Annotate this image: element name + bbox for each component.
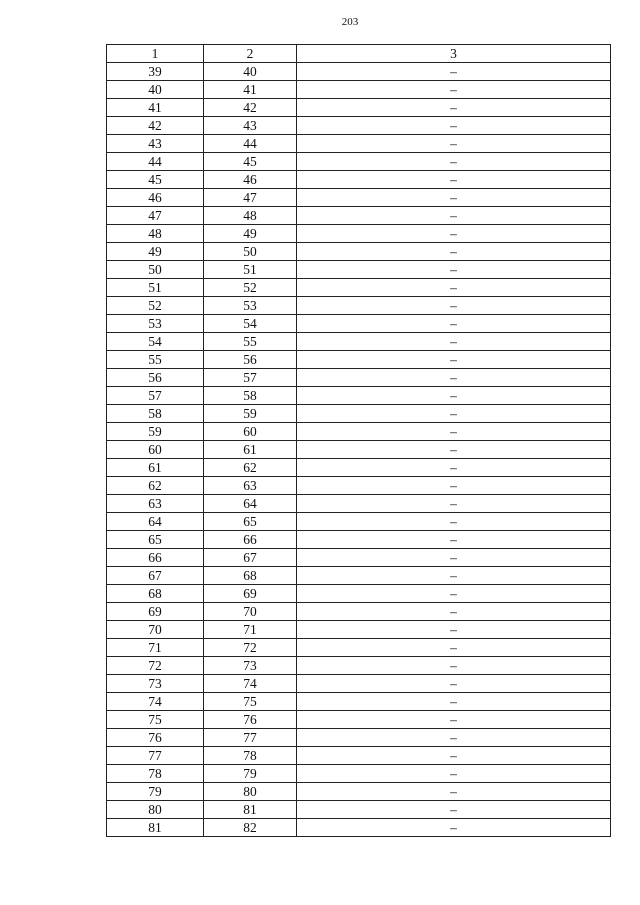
- table-cell-col-2: 40: [204, 63, 297, 81]
- table-row: [107, 639, 611, 657]
- table-cell-col-1: 73: [107, 675, 204, 693]
- table-body: [107, 63, 611, 837]
- table-row: [107, 279, 611, 297]
- table-row: [107, 297, 611, 315]
- table-cell-col-1: 68: [107, 585, 204, 603]
- table-row: [107, 495, 611, 513]
- table-cell-col-1: 51: [107, 279, 204, 297]
- table-cell-col-1: 57: [107, 387, 204, 405]
- table-cell-col-2: 59: [204, 405, 297, 423]
- table-row: [107, 765, 611, 783]
- table-cell-col-1: 74: [107, 693, 204, 711]
- table-cell-col-1: 81: [107, 819, 204, 837]
- table-cell-col-3: –: [297, 81, 611, 99]
- table-cell-col-2: 43: [204, 117, 297, 135]
- table-cell-col-2: 71: [204, 621, 297, 639]
- table-cell-col-2: 74: [204, 675, 297, 693]
- table-cell-col-1: 55: [107, 351, 204, 369]
- table-cell-col-1: 71: [107, 639, 204, 657]
- table-row: [107, 243, 611, 261]
- table-cell-col-2: 53: [204, 297, 297, 315]
- table-row: [107, 603, 611, 621]
- table-cell-col-2: 56: [204, 351, 297, 369]
- table-cell-col-3: –: [297, 387, 611, 405]
- table-cell-col-3: –: [297, 369, 611, 387]
- table-row: [107, 315, 611, 333]
- table-cell-col-3: –: [297, 207, 611, 225]
- table-cell-col-1: 63: [107, 495, 204, 513]
- table-row: [107, 351, 611, 369]
- table-cell-col-2: 69: [204, 585, 297, 603]
- table-cell-col-3: –: [297, 495, 611, 513]
- table-cell-col-3: –: [297, 549, 611, 567]
- table-cell-col-1: 39: [107, 63, 204, 81]
- table-row: [107, 225, 611, 243]
- table-row: [107, 207, 611, 225]
- table-cell-col-3: –: [297, 117, 611, 135]
- table-cell-col-3: –: [297, 657, 611, 675]
- table-cell-col-1: 72: [107, 657, 204, 675]
- table-cell-col-3: –: [297, 585, 611, 603]
- table-cell-col-3: –: [297, 747, 611, 765]
- table-row: [107, 423, 611, 441]
- table-row: [107, 171, 611, 189]
- table-row: [107, 657, 611, 675]
- column-header-3: 3: [297, 45, 611, 63]
- table-row: [107, 675, 611, 693]
- table-row: [107, 711, 611, 729]
- table-row: [107, 369, 611, 387]
- table-row: [107, 459, 611, 477]
- table-row: [107, 441, 611, 459]
- table-cell-col-2: 72: [204, 639, 297, 657]
- table-cell-col-2: 81: [204, 801, 297, 819]
- table-row: [107, 531, 611, 549]
- table-cell-col-2: 49: [204, 225, 297, 243]
- table-header-row: [107, 45, 611, 63]
- table-row: [107, 117, 611, 135]
- table-cell-col-1: 58: [107, 405, 204, 423]
- table-cell-col-3: –: [297, 693, 611, 711]
- table-cell-col-1: 56: [107, 369, 204, 387]
- table-row: [107, 261, 611, 279]
- table-cell-col-1: 75: [107, 711, 204, 729]
- table-cell-col-2: 41: [204, 81, 297, 99]
- table-cell-col-2: 80: [204, 783, 297, 801]
- table-cell-col-1: 76: [107, 729, 204, 747]
- table-row: [107, 549, 611, 567]
- table-cell-col-1: 53: [107, 315, 204, 333]
- table-cell-col-2: 57: [204, 369, 297, 387]
- table-cell-col-2: 58: [204, 387, 297, 405]
- table-cell-col-2: 62: [204, 459, 297, 477]
- table-cell-col-3: –: [297, 531, 611, 549]
- table-cell-col-3: –: [297, 351, 611, 369]
- table-cell-col-3: –: [297, 189, 611, 207]
- page-number: 203: [341, 16, 359, 28]
- table-cell-col-1: 40: [107, 81, 204, 99]
- table-cell-col-2: 61: [204, 441, 297, 459]
- table-cell-col-2: 45: [204, 153, 297, 171]
- table-row: [107, 477, 611, 495]
- table-row: [107, 585, 611, 603]
- table-cell-col-3: –: [297, 279, 611, 297]
- table-cell-col-1: 62: [107, 477, 204, 495]
- table-cell-col-1: 47: [107, 207, 204, 225]
- table-cell-col-2: 79: [204, 765, 297, 783]
- table-cell-col-3: –: [297, 603, 611, 621]
- table-cell-col-1: 67: [107, 567, 204, 585]
- table-cell-col-3: –: [297, 765, 611, 783]
- table-row: [107, 693, 611, 711]
- table-cell-col-2: 75: [204, 693, 297, 711]
- table-cell-col-1: 43: [107, 135, 204, 153]
- table-cell-col-1: 41: [107, 99, 204, 117]
- table-cell-col-3: –: [297, 783, 611, 801]
- table-cell-col-1: 65: [107, 531, 204, 549]
- table-cell-col-1: 46: [107, 189, 204, 207]
- table-cell-col-2: 76: [204, 711, 297, 729]
- table-cell-col-1: 59: [107, 423, 204, 441]
- table-cell-col-3: –: [297, 225, 611, 243]
- table-cell-col-3: –: [297, 477, 611, 495]
- table-cell-col-3: –: [297, 171, 611, 189]
- table-cell-col-3: –: [297, 63, 611, 81]
- table-cell-col-2: 60: [204, 423, 297, 441]
- table-cell-col-2: 82: [204, 819, 297, 837]
- table-row: [107, 801, 611, 819]
- table-cell-col-1: 45: [107, 171, 204, 189]
- table-row: [107, 567, 611, 585]
- table-cell-col-3: –: [297, 801, 611, 819]
- table-row: [107, 621, 611, 639]
- table-cell-col-2: 70: [204, 603, 297, 621]
- table-cell-col-2: 47: [204, 189, 297, 207]
- table-cell-col-2: 77: [204, 729, 297, 747]
- table-cell-col-2: 44: [204, 135, 297, 153]
- table-cell-col-1: 64: [107, 513, 204, 531]
- table-cell-col-1: 52: [107, 297, 204, 315]
- table-cell-col-2: 50: [204, 243, 297, 261]
- table-row: [107, 153, 611, 171]
- table-cell-col-2: 73: [204, 657, 297, 675]
- table-cell-col-1: 60: [107, 441, 204, 459]
- table-cell-col-3: –: [297, 99, 611, 117]
- table-cell-col-3: –: [297, 675, 611, 693]
- table-cell-col-3: –: [297, 261, 611, 279]
- table-cell-col-3: –: [297, 243, 611, 261]
- table-row: [107, 99, 611, 117]
- table-row: [107, 189, 611, 207]
- table-cell-col-1: 80: [107, 801, 204, 819]
- column-header-2: 2: [204, 45, 297, 63]
- table-cell-col-2: 67: [204, 549, 297, 567]
- table-cell-col-3: –: [297, 333, 611, 351]
- table-row: [107, 405, 611, 423]
- table-cell-col-1: 54: [107, 333, 204, 351]
- table-cell-col-1: 69: [107, 603, 204, 621]
- table-row: [107, 333, 611, 351]
- table-cell-col-1: 77: [107, 747, 204, 765]
- table-cell-col-3: –: [297, 621, 611, 639]
- table-row: [107, 135, 611, 153]
- table-cell-col-3: –: [297, 315, 611, 333]
- table-cell-col-2: 52: [204, 279, 297, 297]
- table-row: [107, 81, 611, 99]
- table-cell-col-1: 42: [107, 117, 204, 135]
- table-row: [107, 783, 611, 801]
- table-cell-col-3: –: [297, 297, 611, 315]
- table-cell-col-1: 61: [107, 459, 204, 477]
- table-cell-col-2: 78: [204, 747, 297, 765]
- table-cell-col-2: 68: [204, 567, 297, 585]
- table-cell-col-3: –: [297, 423, 611, 441]
- table-cell-col-3: –: [297, 513, 611, 531]
- table-row: [107, 387, 611, 405]
- table-cell-col-3: –: [297, 729, 611, 747]
- table-cell-col-1: 50: [107, 261, 204, 279]
- table-cell-col-1: 49: [107, 243, 204, 261]
- table-cell-col-2: 63: [204, 477, 297, 495]
- table-cell-col-2: 42: [204, 99, 297, 117]
- table-cell-col-2: 66: [204, 531, 297, 549]
- table-cell-col-2: 46: [204, 171, 297, 189]
- table-cell-col-2: 55: [204, 333, 297, 351]
- table-cell-col-3: –: [297, 153, 611, 171]
- table-cell-col-3: –: [297, 639, 611, 657]
- table-cell-col-1: 79: [107, 783, 204, 801]
- table-row: [107, 747, 611, 765]
- table-cell-col-3: –: [297, 711, 611, 729]
- table-cell-col-1: 66: [107, 549, 204, 567]
- data-table: [106, 44, 611, 837]
- column-header-1: 1: [107, 45, 204, 63]
- table-cell-col-3: –: [297, 441, 611, 459]
- table-cell-col-2: 51: [204, 261, 297, 279]
- table-cell-col-1: 70: [107, 621, 204, 639]
- table-cell-col-1: 48: [107, 225, 204, 243]
- table-cell-col-2: 65: [204, 513, 297, 531]
- table-cell-col-3: –: [297, 567, 611, 585]
- table-cell-col-2: 48: [204, 207, 297, 225]
- table-cell-col-1: 78: [107, 765, 204, 783]
- table-cell-col-3: –: [297, 459, 611, 477]
- table-row: [107, 729, 611, 747]
- table-cell-col-2: 64: [204, 495, 297, 513]
- table-cell-col-3: –: [297, 405, 611, 423]
- table-row: [107, 819, 611, 837]
- table-cell-col-3: –: [297, 135, 611, 153]
- table-cell-col-3: –: [297, 819, 611, 837]
- table-cell-col-1: 44: [107, 153, 204, 171]
- table-row: [107, 63, 611, 81]
- table-cell-col-2: 54: [204, 315, 297, 333]
- table-row: [107, 513, 611, 531]
